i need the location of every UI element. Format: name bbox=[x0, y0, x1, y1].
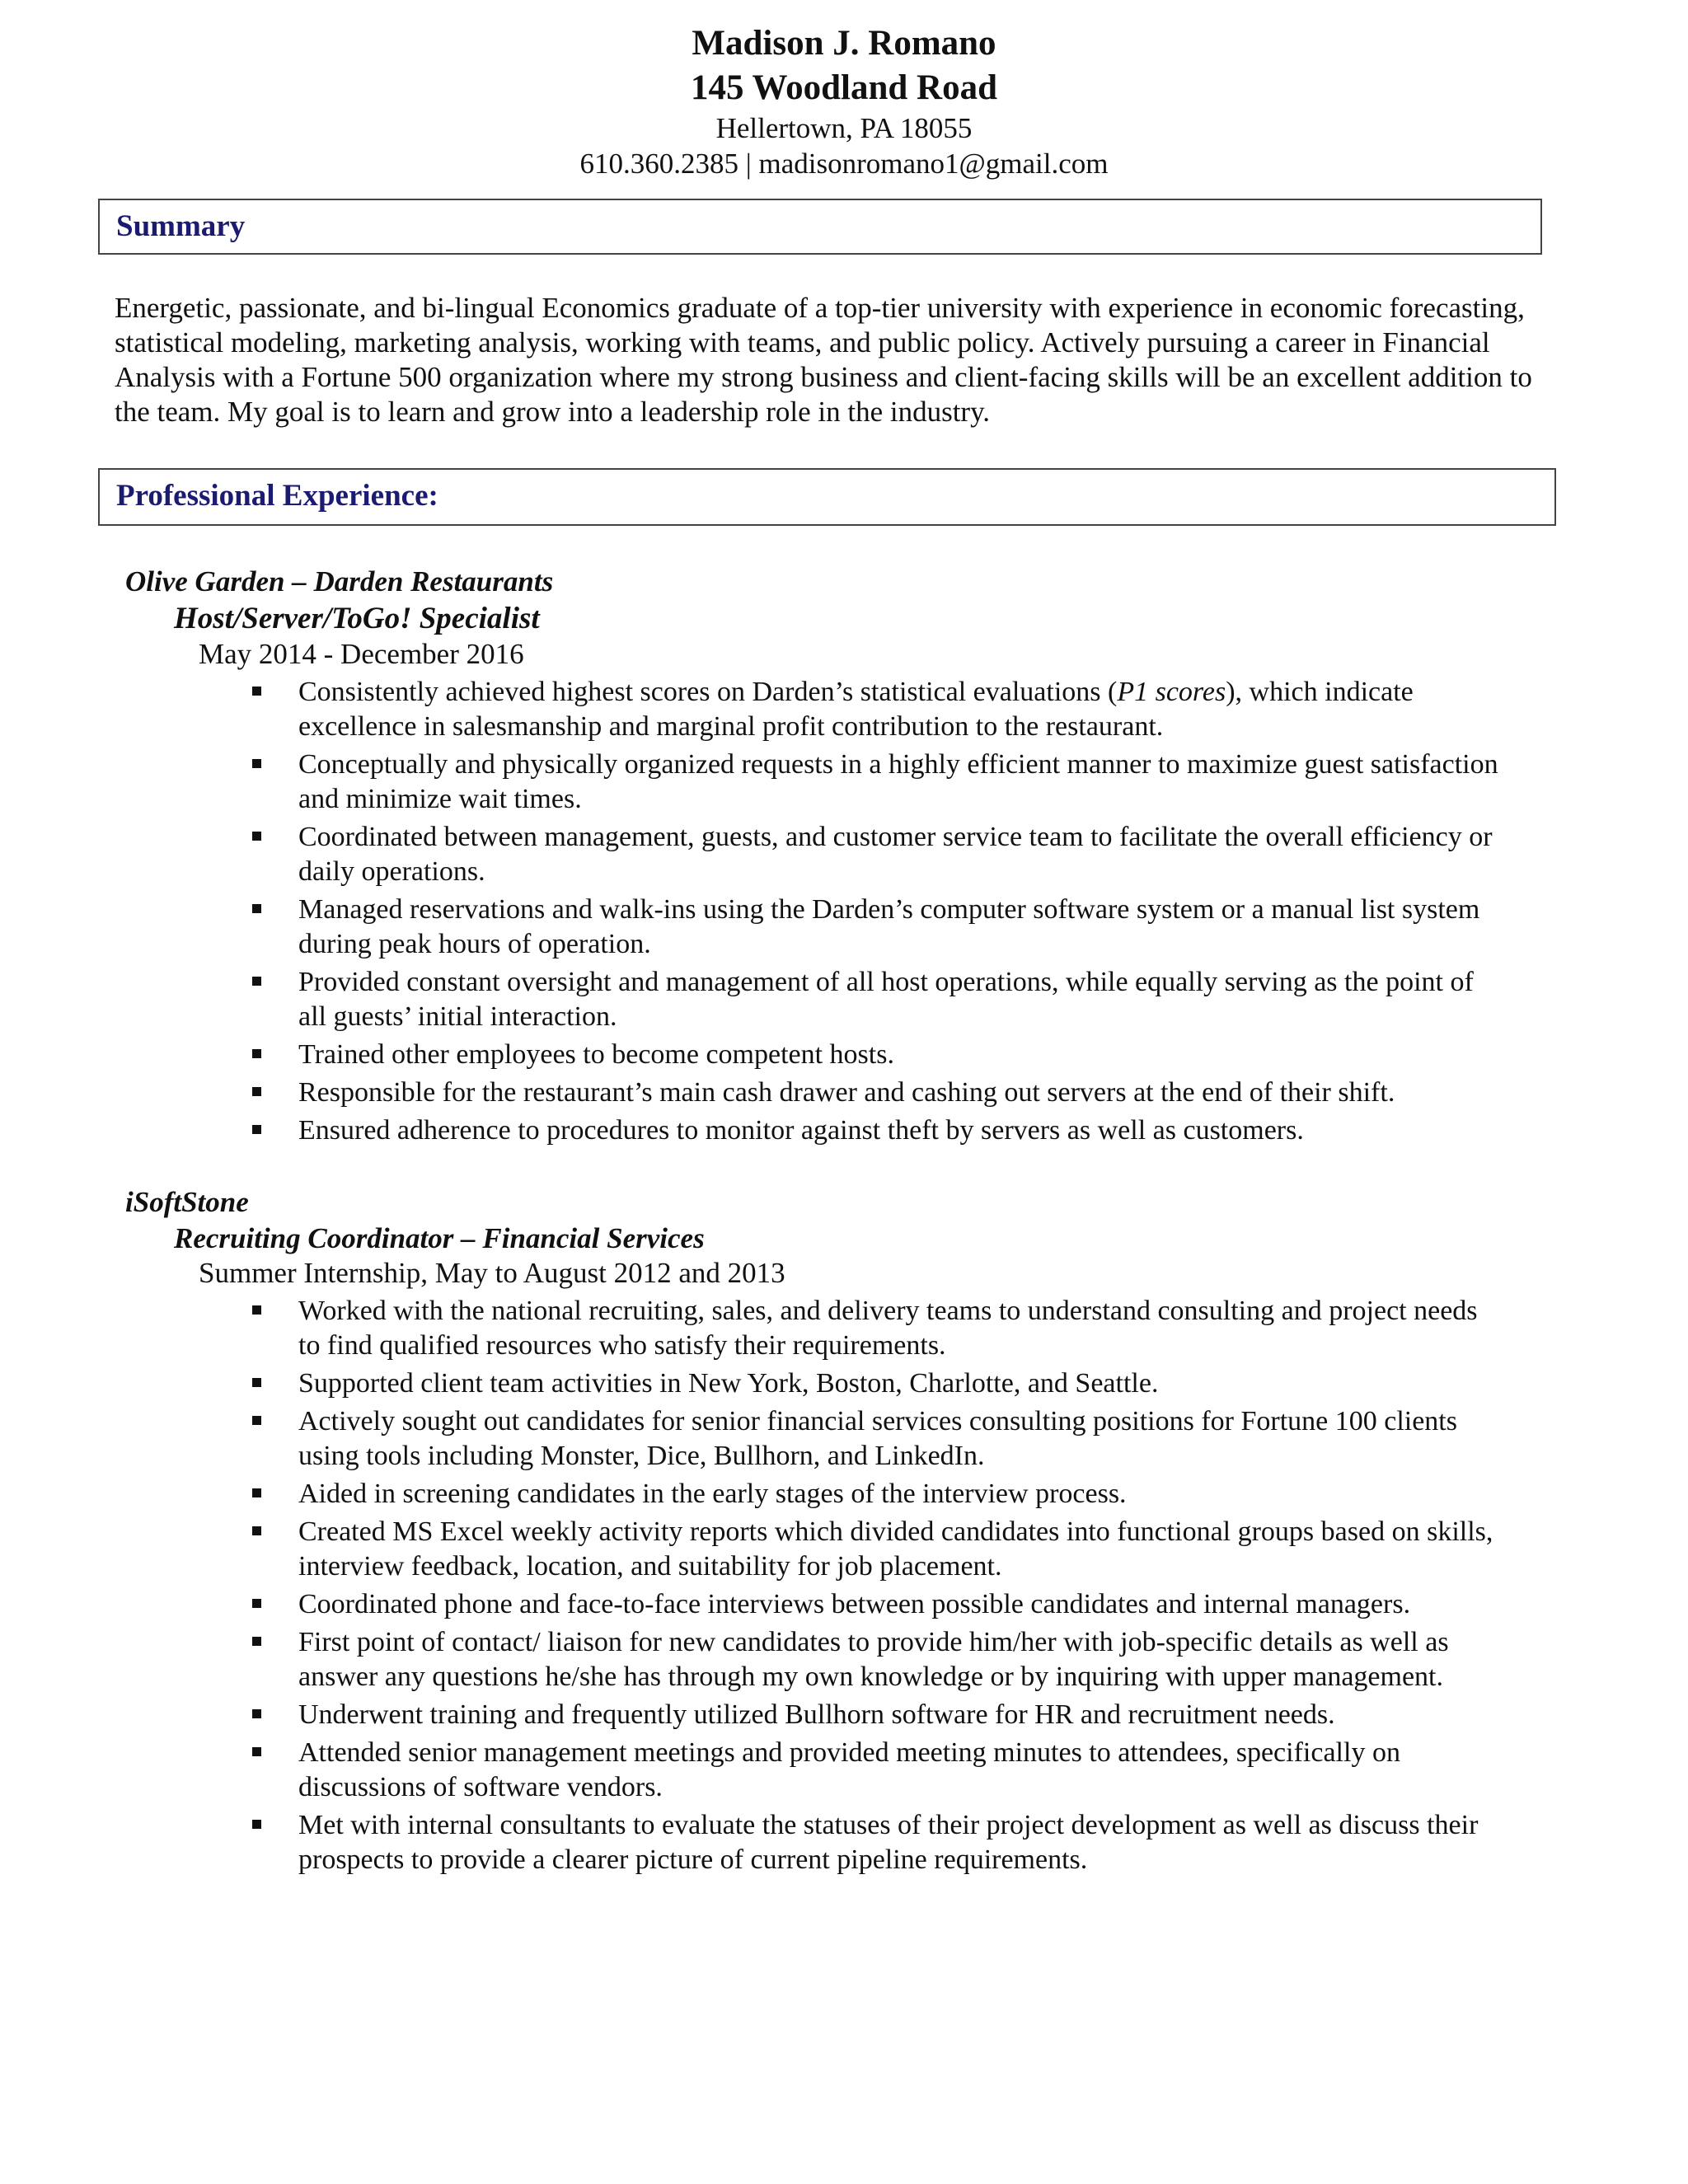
experience-heading: Professional Experience: bbox=[116, 479, 438, 513]
square-bullet-icon bbox=[252, 1709, 261, 1718]
job-bullet bbox=[246, 820, 1498, 889]
job-bullet bbox=[246, 1404, 1498, 1474]
square-bullet-icon bbox=[252, 759, 261, 768]
bullet-text: Met with internal consultants to evaluate the statuses of their project development as well as discuss their prospects to provide a clearer picture of current pipeline requirements. bbox=[298, 1810, 1479, 1875]
summary-paragraph: Energetic, passionate, and bi-lingual Economics graduate of a top-tier university with experience in economic forecasting, statistical modeling, marketing analysis, working with teams, and public policy. Actively pursuing a career in Financial Analysis with a Fortune 500 organization where my strong business and client-facing skills will be an excellent addition to the team. My goal is to learn and grow into a leadership role in the industry. bbox=[115, 292, 1532, 428]
job-bullet bbox=[246, 1038, 1498, 1072]
city-state-zip: Hellertown, PA 18055 bbox=[715, 112, 973, 144]
job-dates: Summer Internship, May to August 2012 and 2013 bbox=[199, 1257, 785, 1289]
job-bullet bbox=[246, 1366, 1498, 1401]
square-bullet-icon bbox=[252, 687, 261, 696]
bullet-text: Worked with the national recruiting, sales, and delivery teams to understand consulting and project needs to find qualified resources who satisfy their requirements. bbox=[298, 1296, 1478, 1361]
job-bullet bbox=[246, 1477, 1498, 1511]
job-bullet bbox=[246, 1076, 1498, 1110]
job-bullet bbox=[246, 965, 1498, 1034]
square-bullet-icon bbox=[252, 1820, 261, 1829]
square-bullet-icon bbox=[252, 1087, 261, 1096]
square-bullet-icon bbox=[252, 1125, 261, 1134]
square-bullet-icon bbox=[252, 1049, 261, 1058]
bullet-text: Ensured adherence to procedures to monitor against theft by servers as well as customers. bbox=[298, 1115, 1304, 1146]
bullet-text: Underwent training and frequently utilized Bullhorn software for HR and recruitment needs. bbox=[298, 1699, 1335, 1730]
bullet-text: Consistently achieved highest scores on Darden’s statistical evaluations ( bbox=[298, 677, 1118, 707]
job-company: iSoftStone bbox=[125, 1186, 249, 1218]
square-bullet-icon bbox=[252, 977, 261, 986]
street-address: 145 Woodland Road bbox=[690, 68, 997, 107]
square-bullet-icon bbox=[252, 1747, 261, 1756]
square-bullet-icon bbox=[252, 1488, 261, 1497]
job-bullet bbox=[246, 1515, 1498, 1584]
job-bullet bbox=[246, 1113, 1498, 1148]
bullet-emphasis: P1 scores bbox=[1117, 677, 1226, 707]
square-bullet-icon bbox=[252, 832, 261, 841]
bullet-text: ), which indicate excellence in salesmanship and marginal profit contribution to the restaurant. bbox=[298, 677, 1414, 742]
resume-header bbox=[0, 21, 1688, 181]
job-dates: May 2014 - December 2016 bbox=[199, 638, 524, 670]
square-bullet-icon bbox=[252, 1378, 261, 1387]
job-role: Host/Server/ToGo! Specialist bbox=[174, 602, 540, 635]
job-bullet-list bbox=[246, 675, 1498, 1151]
square-bullet-icon bbox=[252, 1526, 261, 1535]
job-bullet bbox=[246, 1808, 1498, 1877]
square-bullet-icon bbox=[252, 904, 261, 913]
bullet-text: First point of contact/ liaison for new candidates to provide him/her with job-specific details as well as answer any questions he/she has through my own knowledge or by inquiring with upper management. bbox=[298, 1627, 1449, 1692]
job-bullet bbox=[246, 1736, 1498, 1805]
summary-heading-box bbox=[98, 199, 1542, 255]
square-bullet-icon bbox=[252, 1637, 261, 1646]
experience-heading-box bbox=[98, 468, 1556, 526]
contact-line: 610.360.2385 | madisonromano1@gmail.com bbox=[579, 148, 1109, 180]
job-bullet bbox=[246, 893, 1498, 962]
job-bullet-list bbox=[246, 1294, 1498, 1881]
job-company: Olive Garden – Darden Restaurants bbox=[125, 565, 554, 598]
bullet-text: Supported client team activities in New York, Boston, Charlotte, and Seattle. bbox=[298, 1368, 1159, 1399]
summary-heading: Summary bbox=[116, 209, 246, 243]
job-role: Recruiting Coordinator – Financial Services bbox=[174, 1222, 705, 1254]
bullet-text: Aided in screening candidates in the early stages of the interview process. bbox=[298, 1479, 1127, 1509]
bullet-text: Created MS Excel weekly activity reports which divided candidates into functional groups based on skills, interview feedback, location, and suitability for job placement. bbox=[298, 1516, 1493, 1582]
bullet-text: Managed reservations and walk-ins using the Darden’s computer software system or a manual list system during peak hours of operation. bbox=[298, 894, 1480, 959]
square-bullet-icon bbox=[252, 1305, 261, 1315]
bullet-text: Provided constant oversight and management of all host operations, while equally serving as the point of all guests’ initial interaction. bbox=[298, 967, 1474, 1032]
bullet-text: Attended senior management meetings and provided meeting minutes to attendees, specifically on discussions of software vendors. bbox=[298, 1737, 1400, 1802]
square-bullet-icon bbox=[252, 1416, 261, 1425]
job-bullet bbox=[246, 1698, 1498, 1732]
job-bullet bbox=[246, 1587, 1498, 1622]
bullet-text: Conceptually and physically organized requests in a highly efficient manner to maximize guest satisfaction and minimize wait times. bbox=[298, 749, 1498, 814]
candidate-name: Madison J. Romano bbox=[692, 24, 996, 63]
bullet-text: Actively sought out candidates for senior financial services consulting positions for Fortune 100 clients using tools including Monster, Dice, Bullhorn, and LinkedIn. bbox=[298, 1406, 1457, 1471]
job-bullet bbox=[246, 675, 1498, 744]
job-bullet bbox=[246, 1294, 1498, 1363]
job-bullet bbox=[246, 748, 1498, 817]
bullet-text: Trained other employees to become competent hosts. bbox=[298, 1039, 894, 1070]
job-bullet bbox=[246, 1625, 1498, 1694]
bullet-text: Responsible for the restaurant’s main cash drawer and cashing out servers at the end of their shift. bbox=[298, 1077, 1395, 1108]
bullet-text: Coordinated phone and face-to-face interviews between possible candidates and internal managers. bbox=[298, 1589, 1411, 1619]
bullet-text: Coordinated between management, guests, and customer service team to facilitate the overall efficiency or daily operations. bbox=[298, 822, 1493, 887]
square-bullet-icon bbox=[252, 1599, 261, 1608]
